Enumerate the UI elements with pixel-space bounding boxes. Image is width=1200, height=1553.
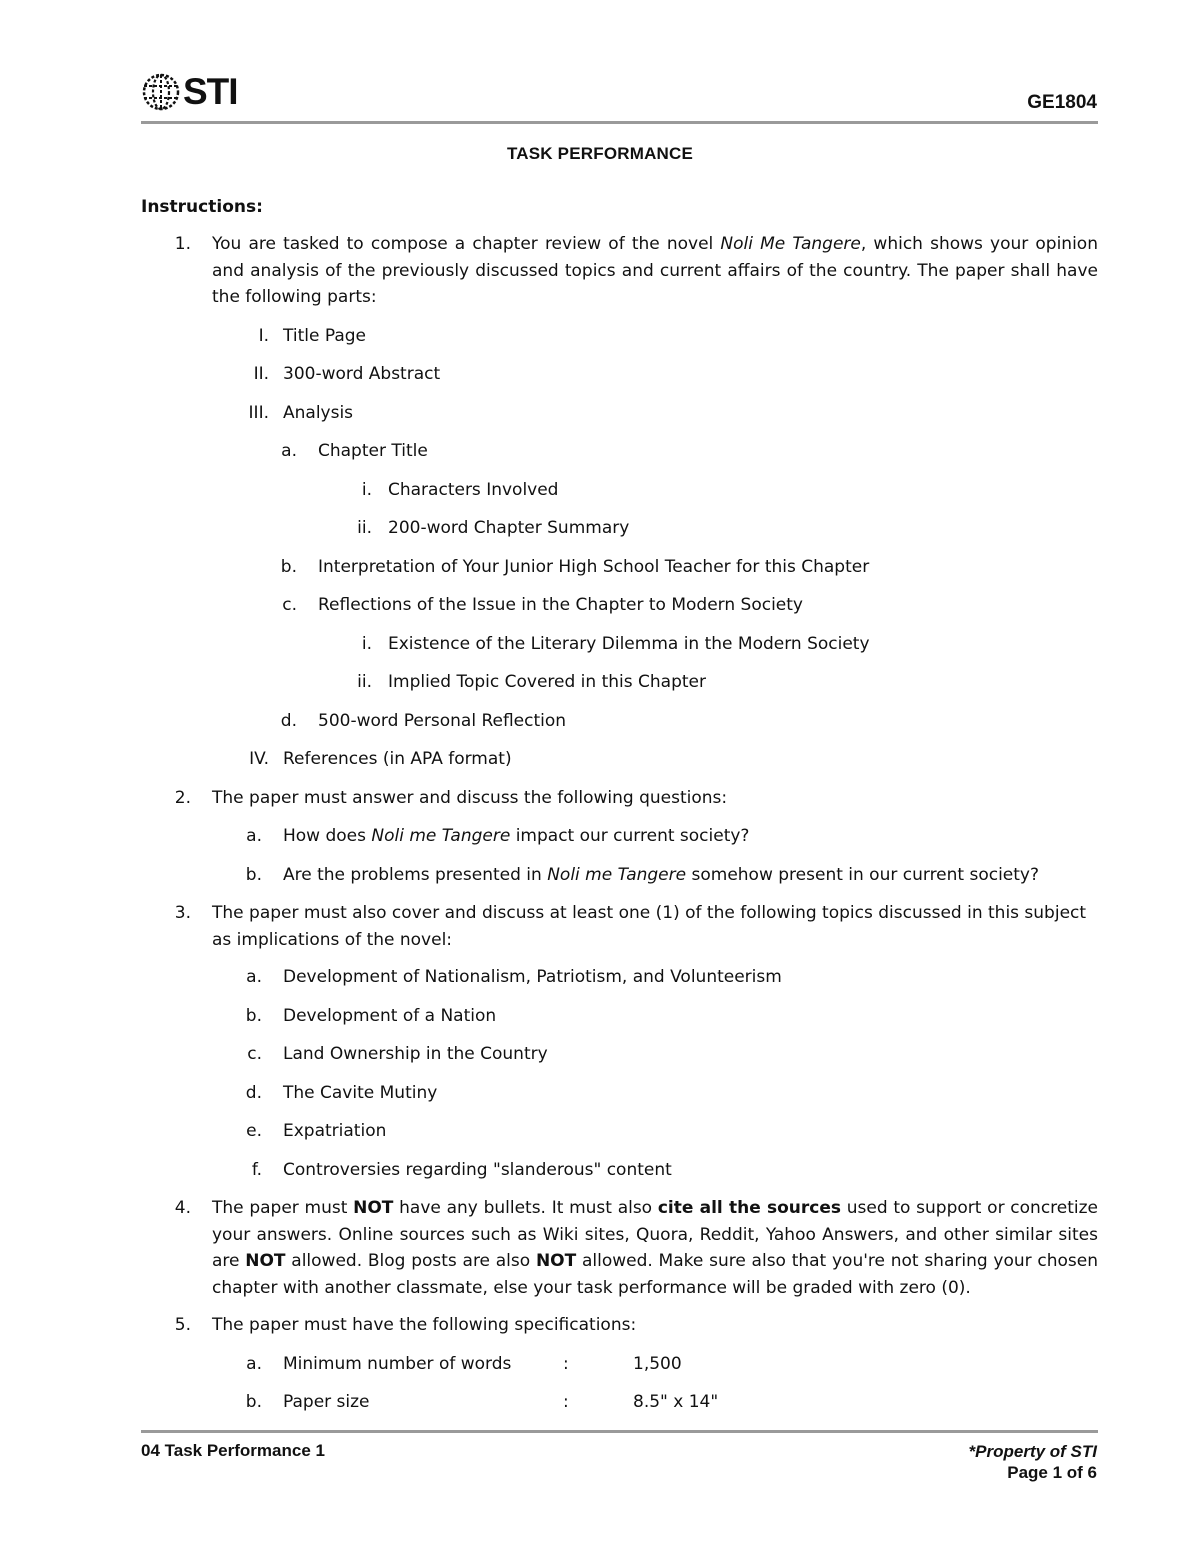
analysis-item: c. Reflections of the Issue in the Chapter to Modern Society bbox=[282, 595, 803, 615]
analysis-item: a. Chapter Title bbox=[281, 441, 428, 461]
analysis-item: d. 500-word Personal Reflection bbox=[280, 710, 567, 731]
part-item: III. Analysis bbox=[248, 402, 354, 423]
footer-divider bbox=[141, 1430, 1098, 1433]
item-number: 4. bbox=[174, 1198, 191, 1218]
topic-item: c. Land Ownership in the Country bbox=[247, 1044, 548, 1064]
spec-row: b. Paper size : 8.5" x 14" bbox=[245, 1392, 719, 1412]
instruction-item-1 bbox=[141, 231, 1098, 311]
analysis-subitem: ii. 200-word Chapter Summary bbox=[357, 518, 630, 538]
instruction-item-2 bbox=[141, 785, 1098, 812]
topic-item: b. Development of a Nation bbox=[245, 1005, 497, 1026]
topic-item: d. The Cavite Mutiny bbox=[245, 1082, 438, 1103]
item-text: The paper must also cover and discuss at least one (1) of the following topics discussed in this subject as implications of the novel: bbox=[212, 903, 1087, 950]
footer-property: *Property of STI bbox=[968, 1442, 1097, 1461]
analysis-subitem: i. Existence of the Literary Dilemma in the Modern Society bbox=[361, 633, 870, 654]
analysis-item: b. Interpretation of Your Junior High School Teacher for this Chapter bbox=[280, 556, 870, 577]
instructions-heading: Instructions: bbox=[141, 197, 263, 217]
instruction-item-3 bbox=[141, 900, 1098, 953]
item-text: The paper must NOT have any bullets. It must also cite all the sources used to support or concretize your answers. Online sources such as Wiki sites, Quora, Reddit, Yahoo Answers, and other similar sites are NOT allowed. Blog posts are also NOT allowed. Make sure also that you're not sharing your chosen chapter with another classmate, else your task performance will be graded with zero (0). bbox=[212, 1198, 1099, 1298]
analysis-subitem: ii. Implied Topic Covered in this Chapter bbox=[357, 672, 706, 692]
instructions-body bbox=[141, 195, 1098, 1416]
question-item: a. How does Noli me Tangere impact our current society? bbox=[246, 826, 750, 846]
part-item: II. 300-word Abstract bbox=[253, 364, 441, 384]
item-number: 2. bbox=[174, 787, 191, 808]
course-code: GE1804 bbox=[1027, 92, 1097, 113]
part-item: I. Title Page bbox=[258, 325, 366, 346]
footer-right bbox=[969, 1441, 1097, 1483]
page-title: TASK PERFORMANCE bbox=[506, 144, 694, 163]
item-text: The paper must have the following specifications: bbox=[212, 1315, 637, 1335]
logo-wordmark: STI bbox=[183, 71, 238, 112]
item-text: You are tasked to compose a chapter review of the novel Noli Me Tangere, which shows your opinion and analysis of the previously discussed topics and current affairs of the country. The paper shall have the following parts: bbox=[212, 234, 1098, 307]
item-number: 1. bbox=[174, 234, 191, 254]
item-number: 3. bbox=[174, 903, 191, 923]
analysis-subitem: i. Characters Involved bbox=[361, 479, 559, 500]
topic-item: a. Development of Nationalism, Patriotism, and Volunteerism bbox=[246, 967, 782, 987]
part-item: IV. References (in APA format) bbox=[249, 749, 512, 769]
question-item: b. Are the problems presented in Noli me Tangere somehow present in our current society? bbox=[245, 864, 1040, 885]
globe-icon bbox=[141, 72, 181, 112]
page-number: Page 1 of 6 bbox=[1007, 1463, 1097, 1482]
spec-row: a. Minimum number of words : 1,500 bbox=[246, 1353, 682, 1374]
topic-item: f. Controversies regarding "slanderous" content bbox=[251, 1159, 672, 1180]
instruction-item-4 bbox=[141, 1195, 1098, 1301]
header-divider bbox=[141, 121, 1098, 124]
footer-document-name: 04 Task Performance 1 bbox=[141, 1441, 325, 1460]
item-number: 5. bbox=[174, 1315, 191, 1335]
instruction-item-5 bbox=[141, 1312, 1098, 1339]
item-text: The paper must answer and discuss the following questions: bbox=[212, 787, 728, 808]
sti-logo bbox=[141, 72, 238, 112]
topic-item: e. Expatriation bbox=[246, 1121, 387, 1141]
